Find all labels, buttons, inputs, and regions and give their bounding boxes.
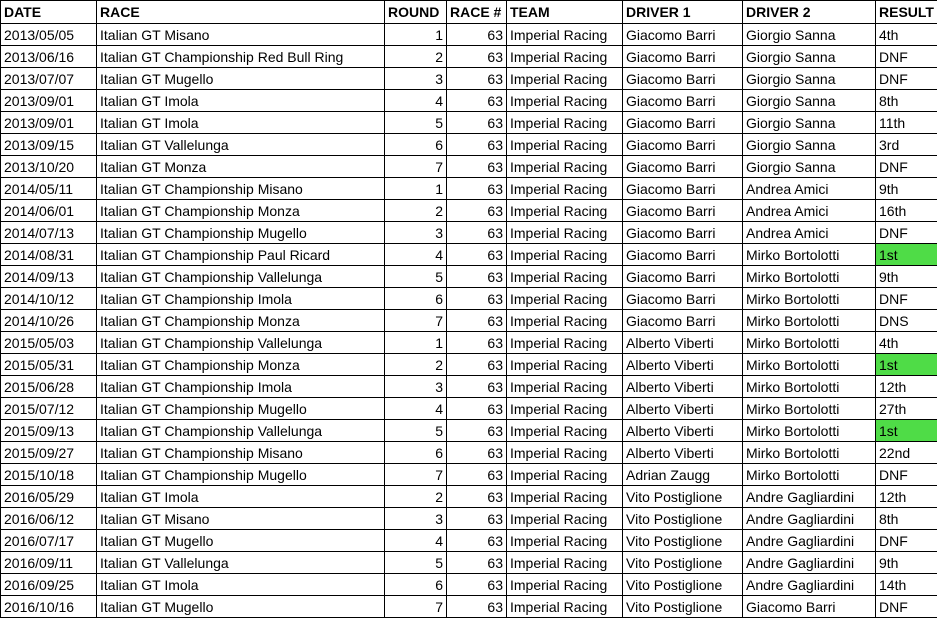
team-cell: Imperial Racing [507,420,623,442]
date-cell: 2013/09/01 [1,112,97,134]
driver-2-cell: Andre Gagliardini [743,486,876,508]
driver-2-cell: Andrea Amici [743,222,876,244]
header-result: RESULT [876,1,937,24]
round-cell: 5 [385,552,447,574]
driver-1-cell: Giacomo Barri [623,90,743,112]
race-cell: Italian GT Championship Misano [97,178,385,200]
team-cell: Imperial Racing [507,398,623,420]
result-cell: DNF [876,46,937,68]
result-cell: 9th [876,552,937,574]
round-cell: 7 [385,596,447,618]
team-cell: Imperial Racing [507,266,623,288]
result-cell: DNF [876,530,937,552]
result-cell: 8th [876,90,937,112]
date-cell: 2016/07/17 [1,530,97,552]
round-cell: 3 [385,222,447,244]
table-row [1,596,937,618]
driver-2-cell: Andre Gagliardini [743,530,876,552]
race-number-cell: 63 [447,156,507,178]
driver-2-cell: Mirko Bortolotti [743,354,876,376]
table-row [1,310,937,332]
result-cell: 11th [876,112,937,134]
table-row [1,332,937,354]
header-race: RACE [97,1,385,24]
race-number-cell: 63 [447,112,507,134]
round-cell: 3 [385,508,447,530]
race-cell: Italian GT Mugello [97,530,385,552]
result-cell: DNF [876,68,937,90]
date-cell: 2015/10/18 [1,464,97,486]
team-cell: Imperial Racing [507,464,623,486]
race-number-cell: 63 [447,222,507,244]
result-cell: 3rd [876,134,937,156]
round-cell: 7 [385,464,447,486]
header-team: TEAM [507,1,623,24]
driver-1-cell: Giacomo Barri [623,156,743,178]
result-cell: DNF [876,156,937,178]
round-cell: 4 [385,398,447,420]
race-cell: Italian GT Misano [97,508,385,530]
round-cell: 5 [385,112,447,134]
race-cell: Italian GT Imola [97,574,385,596]
header-date: DATE [1,1,97,24]
race-number-cell: 63 [447,574,507,596]
round-cell: 2 [385,200,447,222]
driver-1-cell: Vito Postiglione [623,596,743,618]
race-cell: Italian GT Championship Mugello [97,464,385,486]
round-cell: 3 [385,376,447,398]
result-cell: 27th [876,398,937,420]
header-driver-1: DRIVER 1 [623,1,743,24]
driver-1-cell: Alberto Viberti [623,420,743,442]
race-cell: Italian GT Vallelunga [97,552,385,574]
race-cell: Italian GT Imola [97,486,385,508]
header-driver-2: DRIVER 2 [743,1,876,24]
race-cell: Italian GT Championship Vallelunga [97,266,385,288]
date-cell: 2013/07/07 [1,68,97,90]
round-cell: 5 [385,266,447,288]
driver-1-cell: Giacomo Barri [623,288,743,310]
table-row [1,376,937,398]
date-cell: 2015/07/12 [1,398,97,420]
table-row [1,442,937,464]
race-cell: Italian GT Championship Mugello [97,222,385,244]
round-cell: 1 [385,24,447,46]
round-cell: 3 [385,68,447,90]
race-number-cell: 63 [447,596,507,618]
date-cell: 2015/09/27 [1,442,97,464]
race-number-cell: 63 [447,178,507,200]
race-number-cell: 63 [447,354,507,376]
result-cell: 9th [876,266,937,288]
team-cell: Imperial Racing [507,24,623,46]
driver-1-cell: Giacomo Barri [623,244,743,266]
date-cell: 2014/06/01 [1,200,97,222]
team-cell: Imperial Racing [507,46,623,68]
race-number-cell: 63 [447,442,507,464]
driver-1-cell: Vito Postiglione [623,552,743,574]
race-number-cell: 63 [447,134,507,156]
table-row [1,420,937,442]
driver-2-cell: Giorgio Sanna [743,90,876,112]
team-cell: Imperial Racing [507,68,623,90]
date-cell: 2016/05/29 [1,486,97,508]
result-cell: 9th [876,178,937,200]
table-row [1,222,937,244]
date-cell: 2014/08/31 [1,244,97,266]
table-row [1,200,937,222]
date-cell: 2015/05/03 [1,332,97,354]
driver-1-cell: Giacomo Barri [623,266,743,288]
result-cell: DNS [876,310,937,332]
driver-2-cell: Mirko Bortolotti [743,464,876,486]
team-cell: Imperial Racing [507,332,623,354]
round-cell: 6 [385,442,447,464]
team-cell: Imperial Racing [507,310,623,332]
race-number-cell: 63 [447,266,507,288]
driver-1-cell: Alberto Viberti [623,442,743,464]
driver-1-cell: Giacomo Barri [623,222,743,244]
team-cell: Imperial Racing [507,596,623,618]
date-cell: 2013/05/05 [1,24,97,46]
race-cell: Italian GT Imola [97,112,385,134]
race-cell: Italian GT Championship Monza [97,310,385,332]
race-number-cell: 63 [447,332,507,354]
round-cell: 2 [385,354,447,376]
driver-2-cell: Mirko Bortolotti [743,398,876,420]
team-cell: Imperial Racing [507,288,623,310]
date-cell: 2016/09/11 [1,552,97,574]
team-cell: Imperial Racing [507,574,623,596]
driver-2-cell: Andrea Amici [743,178,876,200]
table-row [1,68,937,90]
date-cell: 2014/09/13 [1,266,97,288]
driver-2-cell: Mirko Bortolotti [743,244,876,266]
table-row [1,24,937,46]
result-cell: 1st [876,420,937,442]
driver-1-cell: Giacomo Barri [623,134,743,156]
team-cell: Imperial Racing [507,376,623,398]
driver-2-cell: Andre Gagliardini [743,574,876,596]
date-cell: 2014/05/11 [1,178,97,200]
round-cell: 7 [385,310,447,332]
result-cell: 22nd [876,442,937,464]
driver-1-cell: Vito Postiglione [623,574,743,596]
driver-2-cell: Giorgio Sanna [743,68,876,90]
result-cell: 4th [876,24,937,46]
round-cell: 1 [385,332,447,354]
result-cell: 16th [876,200,937,222]
race-cell: Italian GT Championship Imola [97,288,385,310]
date-cell: 2014/07/13 [1,222,97,244]
race-number-cell: 63 [447,310,507,332]
race-number-cell: 63 [447,464,507,486]
round-cell: 2 [385,46,447,68]
round-cell: 4 [385,244,447,266]
driver-2-cell: Giorgio Sanna [743,156,876,178]
driver-1-cell: Adrian Zaugg [623,464,743,486]
race-number-cell: 63 [447,200,507,222]
race-number-cell: 63 [447,244,507,266]
driver-1-cell: Vito Postiglione [623,486,743,508]
race-number-cell: 63 [447,90,507,112]
team-cell: Imperial Racing [507,486,623,508]
date-cell: 2013/10/20 [1,156,97,178]
driver-2-cell: Giacomo Barri [743,596,876,618]
driver-2-cell: Mirko Bortolotti [743,266,876,288]
race-cell: Italian GT Championship Monza [97,200,385,222]
driver-1-cell: Giacomo Barri [623,68,743,90]
team-cell: Imperial Racing [507,354,623,376]
header-row [1,1,937,24]
driver-2-cell: Mirko Bortolotti [743,420,876,442]
date-cell: 2015/05/31 [1,354,97,376]
table-row [1,288,937,310]
result-cell: 8th [876,508,937,530]
race-cell: Italian GT Championship Imola [97,376,385,398]
race-cell: Italian GT Misano [97,24,385,46]
race-cell: Italian GT Championship Vallelunga [97,420,385,442]
race-cell: Italian GT Championship Vallelunga [97,332,385,354]
driver-1-cell: Alberto Viberti [623,354,743,376]
team-cell: Imperial Racing [507,552,623,574]
driver-2-cell: Giorgio Sanna [743,24,876,46]
table-row [1,112,937,134]
date-cell: 2016/06/12 [1,508,97,530]
race-cell: Italian GT Vallelunga [97,134,385,156]
race-number-cell: 63 [447,24,507,46]
result-cell: DNF [876,596,937,618]
team-cell: Imperial Racing [507,134,623,156]
date-cell: 2016/10/16 [1,596,97,618]
driver-2-cell: Mirko Bortolotti [743,310,876,332]
date-cell: 2015/06/28 [1,376,97,398]
race-number-cell: 63 [447,508,507,530]
date-cell: 2016/09/25 [1,574,97,596]
team-cell: Imperial Racing [507,530,623,552]
round-cell: 6 [385,574,447,596]
header-race-number: RACE # [447,1,507,24]
driver-2-cell: Mirko Bortolotti [743,288,876,310]
driver-1-cell: Vito Postiglione [623,530,743,552]
team-cell: Imperial Racing [507,244,623,266]
driver-2-cell: Giorgio Sanna [743,112,876,134]
driver-2-cell: Giorgio Sanna [743,46,876,68]
driver-2-cell: Andre Gagliardini [743,552,876,574]
result-cell: 1st [876,354,937,376]
race-cell: Italian GT Championship Red Bull Ring [97,46,385,68]
team-cell: Imperial Racing [507,178,623,200]
table-row [1,464,937,486]
race-number-cell: 63 [447,398,507,420]
team-cell: Imperial Racing [507,90,623,112]
race-number-cell: 63 [447,530,507,552]
table-row [1,46,937,68]
table-row [1,508,937,530]
team-cell: Imperial Racing [507,222,623,244]
round-cell: 2 [385,486,447,508]
table-row [1,178,937,200]
driver-1-cell: Vito Postiglione [623,508,743,530]
race-number-cell: 63 [447,420,507,442]
date-cell: 2013/09/15 [1,134,97,156]
race-number-cell: 63 [447,288,507,310]
result-cell: 12th [876,486,937,508]
table-row [1,354,937,376]
round-cell: 6 [385,134,447,156]
date-cell: 2013/09/01 [1,90,97,112]
team-cell: Imperial Racing [507,112,623,134]
driver-1-cell: Alberto Viberti [623,332,743,354]
table-row [1,90,937,112]
table-row [1,552,937,574]
round-cell: 4 [385,530,447,552]
table-row [1,486,937,508]
race-cell: Italian GT Imola [97,90,385,112]
table-row [1,244,937,266]
driver-1-cell: Alberto Viberti [623,398,743,420]
driver-2-cell: Andre Gagliardini [743,508,876,530]
team-cell: Imperial Racing [507,156,623,178]
round-cell: 5 [385,420,447,442]
round-cell: 4 [385,90,447,112]
round-cell: 7 [385,156,447,178]
team-cell: Imperial Racing [507,200,623,222]
race-cell: Italian GT Championship Paul Ricard [97,244,385,266]
result-cell: DNF [876,222,937,244]
driver-2-cell: Mirko Bortolotti [743,376,876,398]
table-row [1,266,937,288]
driver-1-cell: Giacomo Barri [623,24,743,46]
driver-1-cell: Giacomo Barri [623,178,743,200]
race-number-cell: 63 [447,552,507,574]
race-cell: Italian GT Championship Mugello [97,398,385,420]
driver-1-cell: Alberto Viberti [623,376,743,398]
header-round: ROUND [385,1,447,24]
driver-1-cell: Giacomo Barri [623,112,743,134]
driver-2-cell: Andrea Amici [743,200,876,222]
driver-1-cell: Giacomo Barri [623,310,743,332]
race-number-cell: 63 [447,376,507,398]
result-cell: DNF [876,288,937,310]
driver-2-cell: Mirko Bortolotti [743,332,876,354]
round-cell: 6 [385,288,447,310]
driver-1-cell: Giacomo Barri [623,46,743,68]
table-row [1,134,937,156]
driver-1-cell: Giacomo Barri [623,200,743,222]
race-cell: Italian GT Championship Monza [97,354,385,376]
result-cell: 12th [876,376,937,398]
race-cell: Italian GT Mugello [97,596,385,618]
race-cell: Italian GT Championship Misano [97,442,385,464]
result-cell: DNF [876,464,937,486]
table-row [1,574,937,596]
driver-2-cell: Giorgio Sanna [743,134,876,156]
date-cell: 2014/10/26 [1,310,97,332]
race-number-cell: 63 [447,486,507,508]
table-row [1,530,937,552]
race-cell: Italian GT Mugello [97,68,385,90]
table-row [1,398,937,420]
race-cell: Italian GT Monza [97,156,385,178]
table-row [1,156,937,178]
team-cell: Imperial Racing [507,508,623,530]
driver-2-cell: Mirko Bortolotti [743,442,876,464]
round-cell: 1 [385,178,447,200]
result-cell: 14th [876,574,937,596]
race-number-cell: 63 [447,68,507,90]
team-cell: Imperial Racing [507,442,623,464]
race-number-cell: 63 [447,46,507,68]
result-cell: 1st [876,244,937,266]
date-cell: 2015/09/13 [1,420,97,442]
date-cell: 2014/10/12 [1,288,97,310]
date-cell: 2013/06/16 [1,46,97,68]
result-cell: 4th [876,332,937,354]
